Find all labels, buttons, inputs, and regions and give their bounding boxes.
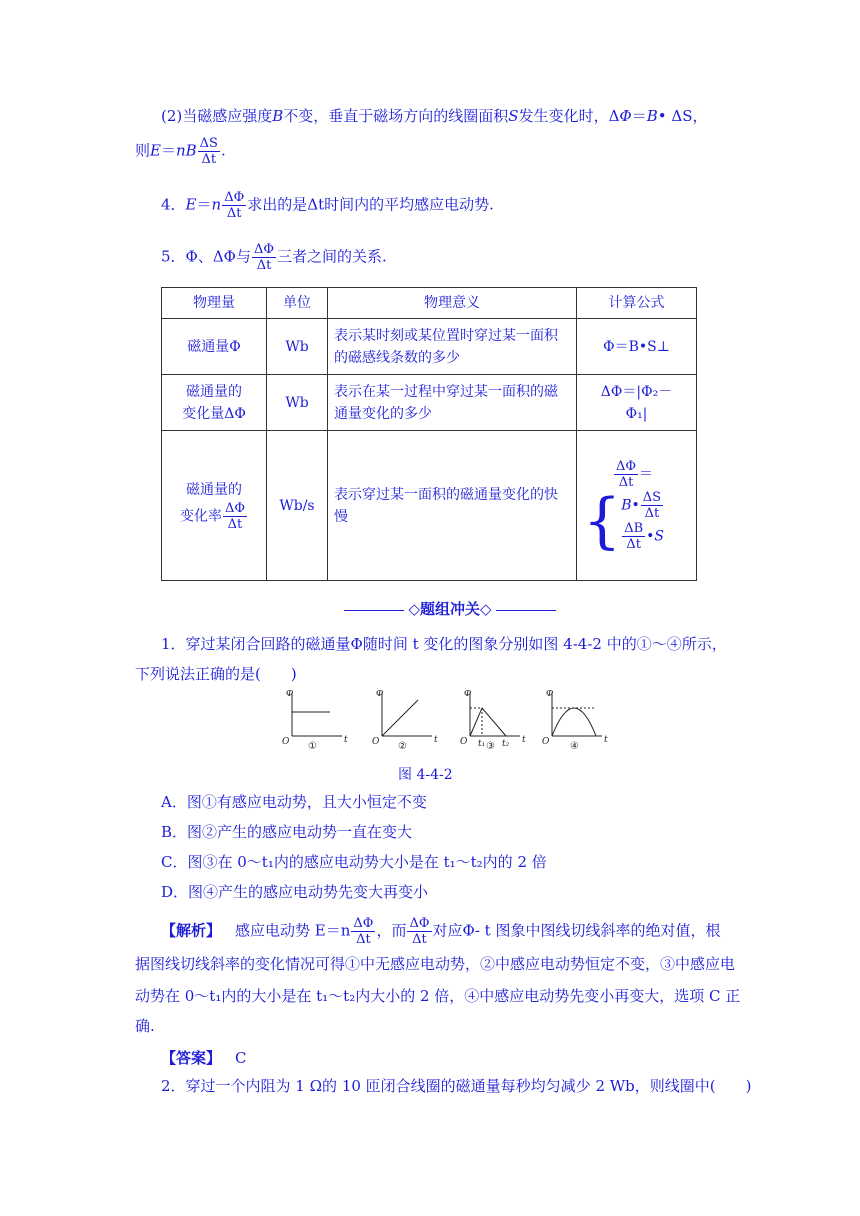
text: 三者之间的关系.: [277, 247, 387, 266]
graph-label: ④: [570, 741, 579, 750]
fraction: [198, 136, 220, 167]
cell-name: 磁通量Φ: [162, 319, 267, 375]
text: 变化量ΔΦ: [182, 405, 246, 422]
text: ΔS，: [666, 107, 708, 125]
text: 则: [135, 141, 151, 160]
frac-num: ΔB: [624, 521, 644, 536]
text: 磁通量的: [186, 482, 242, 498]
t2-label: t₂: [502, 739, 510, 749]
analysis-line3: 动势在 0～t₁内的大小是在 t₁～t₂内大小的 2 倍，④中感应电动势先变小再变大，选项 C 正: [135, 987, 741, 1005]
curve: [552, 708, 596, 736]
text: •: [657, 107, 667, 125]
frac-num: ΔS: [199, 136, 218, 151]
text: 磁通量的: [186, 383, 242, 400]
header-cell: 单位: [267, 288, 328, 319]
text: 变化率: [179, 508, 222, 525]
q2-line: 2．穿过一个内阻为 1 Ω的 10 匝闭合线圈的磁通量每秒均匀减少 2 Wb，则线圈中( ): [161, 1077, 752, 1095]
fraction: [407, 916, 431, 947]
text: B•: [621, 497, 640, 514]
table-row: [162, 431, 697, 581]
para-4: [161, 190, 494, 221]
q1-line2: 下列说法正确的是( ): [135, 665, 297, 683]
origin-label: O: [542, 737, 550, 747]
text: (2)当磁感应强度: [161, 107, 273, 125]
frac-den: Δt: [226, 206, 242, 221]
graph-3: [470, 694, 520, 736]
axis-label: t: [434, 735, 438, 745]
frac-num: ΔΦ: [253, 242, 275, 257]
text: ，而: [376, 921, 407, 940]
text: Φ₁|: [625, 405, 648, 422]
fraction: [351, 916, 375, 947]
frac-den: Δt: [227, 517, 243, 532]
frac-den: Δt: [256, 258, 272, 273]
analysis-line2: 据图线切线斜率的变化情况可得①中无感应电动势，②中感应电动势恒定不变，③中感应电: [135, 955, 736, 973]
axis-label: t: [344, 735, 348, 745]
option-a: A．图①有感应电动势，且大小恒定不变: [161, 793, 427, 811]
table-row: [162, 375, 697, 431]
text: B: [272, 107, 284, 125]
physics-table: [161, 287, 697, 581]
text: E: [150, 141, 161, 160]
origin-label: O: [282, 737, 290, 747]
frac-den: Δt: [626, 537, 641, 552]
text: 感应电动势 E＝n: [235, 921, 351, 940]
frac-num: ΔΦ: [353, 916, 374, 931]
curve: [470, 708, 506, 736]
answer-line: [161, 1048, 247, 1068]
frac-den: Δt: [618, 475, 634, 490]
fraction: [223, 501, 247, 532]
fraction: [222, 190, 246, 221]
frac-den: Δt: [412, 932, 427, 947]
graph-label: ③: [486, 741, 495, 750]
option-c: C．图③在 0～t₁内的感应电动势大小是在 t₁～t₂内的 2 倍: [161, 853, 547, 871]
fraction: [622, 521, 645, 552]
origin-label: O: [372, 737, 380, 747]
text: ＝: [160, 141, 176, 160]
text: nB: [175, 141, 197, 160]
cell-formula: [577, 375, 697, 431]
text: S: [508, 107, 519, 125]
text: 4．: [161, 195, 186, 214]
analysis-tag: 【解析】: [161, 921, 222, 940]
text: 求出的是Δt时间内的平均感应电动势.: [247, 195, 494, 214]
cell-meaning: 表示某时刻或某位置时穿过某一面积的磁感线条数的多少: [328, 319, 577, 375]
analysis-line4: 确.: [135, 1017, 155, 1035]
para-2-line1: [161, 106, 708, 126]
para-2-line2: [135, 136, 226, 167]
answer-value: C: [235, 1049, 247, 1067]
header-cell: 计算公式: [577, 288, 697, 319]
section-title: [330, 598, 570, 619]
cell-unit: Wb: [267, 375, 328, 431]
table-row: [162, 319, 697, 375]
origin-label: O: [460, 737, 468, 747]
axis-label: Φ: [464, 690, 472, 699]
axis-label: t: [522, 735, 526, 745]
text: ＝: [196, 195, 212, 214]
q1-line1: 1．穿过某闭合回路的磁通量Φ随时间 t 变化的图象分别如图 4-4-2 中的①～④所示，: [161, 635, 727, 653]
cell-name: [162, 431, 267, 581]
text: Φ、ΔΦ与: [185, 247, 251, 266]
axis-label: Φ: [286, 690, 294, 699]
axis-label: Φ: [546, 690, 554, 699]
text: •S: [646, 528, 664, 545]
answer-tag: 【答案】: [161, 1049, 222, 1067]
frac-num: ΔΦ: [224, 190, 245, 205]
text: B: [646, 107, 658, 125]
graph-4: [552, 694, 602, 736]
frac-den: Δt: [201, 152, 217, 167]
brace-icon: {: [583, 486, 622, 556]
text: E: [185, 195, 197, 214]
axis-label: Φ: [376, 690, 384, 699]
axis-label: t: [604, 735, 608, 745]
text: ＝: [631, 107, 647, 125]
text: ＝: [639, 466, 654, 483]
rule-left: [344, 610, 404, 611]
cell-meaning: 表示穿过某一面积的磁通量变化的快慢: [328, 431, 577, 581]
header-cell: 物理意义: [328, 288, 577, 319]
graph-1: [292, 694, 342, 736]
text: n: [211, 195, 222, 214]
cell-name: [162, 375, 267, 431]
table-header-row: [162, 288, 697, 319]
text: ◇题组冲关◇: [408, 600, 492, 618]
cell-formula: [577, 431, 697, 581]
option-b: B．图②产生的感应电动势一直在变大: [161, 823, 413, 841]
text: 对应Φ- t 图象中图线切线斜率的绝对值，根: [432, 921, 721, 940]
para-5: [161, 242, 387, 273]
frac-num: ΔΦ: [616, 459, 637, 474]
text: ΔΦ＝|Φ₂－: [600, 383, 673, 400]
t1-label: t₁: [478, 739, 486, 749]
text: 5．: [161, 247, 186, 266]
text: Φ: [619, 107, 632, 125]
frac-num: ΔΦ: [224, 501, 246, 516]
frac-den: Δt: [644, 506, 660, 521]
figure-caption: 图 4-4-2: [398, 767, 453, 783]
cell-meaning: 表示在某一过程中穿过某一面积的磁通量变化的多少: [328, 375, 577, 431]
text: .: [220, 141, 226, 160]
fraction: [252, 242, 276, 273]
rule-right: [496, 610, 556, 611]
graph-label: ②: [398, 741, 407, 750]
cell-unit: Wb: [267, 319, 328, 375]
option-d: D．图④产生的感应电动势先变大再变小: [161, 883, 429, 901]
text: 不变，垂直于磁场方向的线圈面积: [283, 107, 509, 125]
fraction: [641, 490, 663, 521]
frac-den: Δt: [356, 932, 371, 947]
frac-num: ΔΦ: [409, 916, 430, 931]
cell-formula: Φ＝B•S⊥: [577, 319, 697, 375]
graph-label: ①: [308, 741, 317, 750]
frac-num: ΔS: [642, 490, 662, 505]
header-cell: 物理量: [162, 288, 267, 319]
text: 发生变化时，Δ: [518, 107, 620, 125]
figure-4-4-2: [280, 690, 620, 750]
cell-unit: Wb/s: [267, 431, 328, 581]
graph-2: [382, 694, 432, 736]
analysis-line1: [161, 916, 720, 947]
curve: [382, 700, 418, 736]
